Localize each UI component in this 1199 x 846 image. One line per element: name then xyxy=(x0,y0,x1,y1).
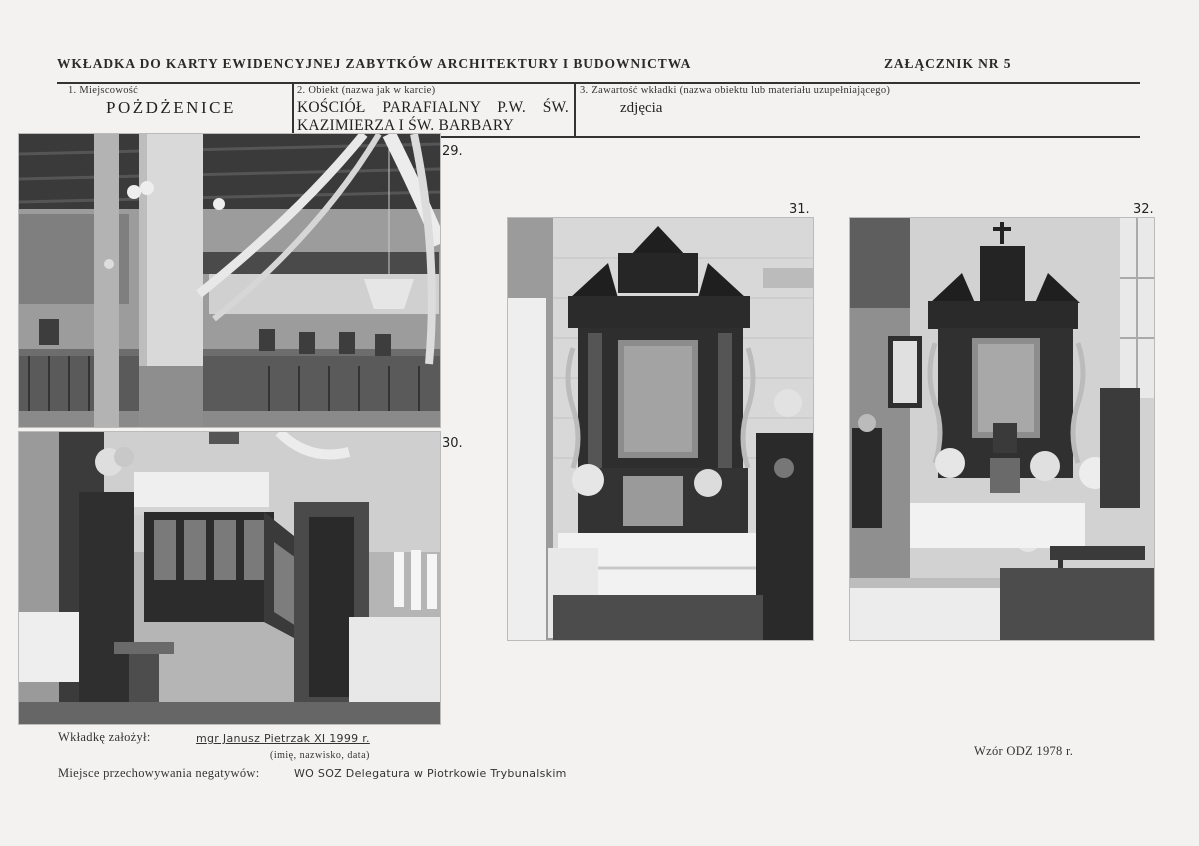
form-reference: Wzór ODZ 1978 r. xyxy=(974,744,1074,758)
photo-altar xyxy=(850,218,1154,640)
field-separator xyxy=(574,84,576,136)
place-value: POŻDŻENICE xyxy=(106,98,236,117)
header-rule xyxy=(57,82,1140,84)
author-label: Wkładkę założył: xyxy=(58,730,151,744)
author-value: mgr Janusz Pietrzak XI 1999 r. xyxy=(196,732,370,745)
document-title: WKŁADKA DO KARTY EWIDENCYJNEJ ZABYTKÓW ARCHITEKTURY I BUDOWNICTWA xyxy=(57,56,692,71)
author-hint: (imię, nazwisko, data) xyxy=(270,750,370,761)
photo-number: 30. xyxy=(442,436,463,451)
content-label: 3. Zawartość wkładki (nazwa obiektu lub materiału uzupełniającego) xyxy=(580,85,891,96)
field-separator xyxy=(292,84,294,136)
photo-number: 29. xyxy=(442,144,463,159)
content-value: zdjęcia xyxy=(620,100,663,116)
negatives-label: Miejsce przechowywania negatywów: xyxy=(58,766,260,780)
place-label: 1. Miejscowość xyxy=(68,85,139,96)
object-label: 2. Obiekt (nazwa jak w karcie) xyxy=(297,85,436,96)
photo-number: 32. xyxy=(1133,202,1154,217)
negatives-value: WO SOZ Delegatura w Piotrkowie Trybunalskim xyxy=(294,767,567,780)
annex-number: ZAŁĄCZNIK NR 5 xyxy=(884,56,1012,71)
object-value: KOŚCIÓŁ PARAFIALNY P.W. ŚW. KAZIMIERZA I ŚW. BARBARY xyxy=(297,99,569,134)
photo-pulpit xyxy=(19,432,440,724)
photo-side-altar xyxy=(508,218,813,640)
photo-church-interior xyxy=(19,134,440,427)
photo-number: 31. xyxy=(789,202,810,217)
